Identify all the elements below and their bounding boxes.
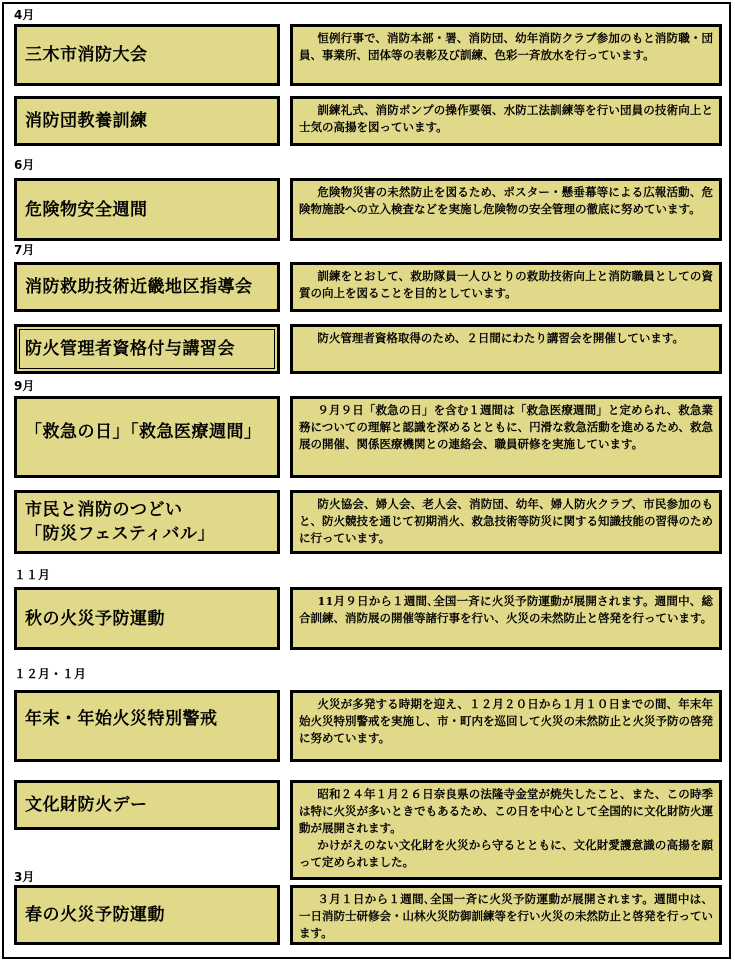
event-title-line: 危険物安全週間 — [25, 199, 148, 220]
event-description-paragraph: 恒例行事で、消防本部・署、消防団、幼年消防クラブ参加のもと消防職・団員、事業所、団体等の表彰及び訓練、色彩一斉放水を行っています。 — [299, 31, 713, 62]
month-label-november: １１月 — [14, 568, 51, 582]
event-description-paragraph: 火災が多発する時期を迎え、１２月２０日から１月１０日までの間、年末年始火災特別警戒を実施し、市・町内を巡回して火災の未然防止と火災予防の啓発に努めています。 — [299, 697, 713, 745]
month-label-september: 9月 — [14, 379, 35, 393]
event-title-box — [14, 780, 280, 830]
event-title-box — [14, 396, 280, 478]
event-description-box — [290, 324, 722, 374]
event-title-box — [14, 178, 280, 241]
event-title-box — [14, 690, 280, 762]
event-description-box — [290, 885, 722, 945]
event-description-paragraph: かけがえのない文化財を火災から守るとともに、文化財愛護意識の高揚を願って定められました。 — [299, 838, 713, 869]
event-title-line: 文化財防火デー — [25, 795, 148, 815]
month-label-march: 3月 — [14, 870, 35, 884]
event-description-paragraph: ９月９日「救急の日」を含む１週間は「救急医療週間」と定められ、救急業務についての理解と認識を深めるとともに、円滑な救急活動を進めるため、救急展の開催、関係医療機関との連絡会、職員研修を実施しています。 — [299, 403, 713, 451]
event-description-paragraph: 防火管理者資格取得のため、２日間にわたり講習会を開催しています。 — [317, 331, 685, 345]
event-title-box — [14, 324, 280, 374]
event-description-box — [290, 96, 722, 146]
month-label-june: 6月 — [14, 158, 35, 172]
event-description-box — [290, 490, 722, 554]
event-description-paragraph: ３月１日から１週間､全国一斉に火災予防運動が展開されます。週間中は、一日消防士研修会・山林火災防御訓練等を行い火災の未然防止と啓発を行っています。 — [299, 892, 713, 940]
month-label-july: 7月 — [14, 243, 35, 257]
event-title-line: 「防災フェスティバル」 — [25, 524, 215, 544]
event-description-box — [290, 690, 722, 762]
event-description-box — [290, 24, 722, 86]
event-title-box — [14, 587, 280, 650]
event-title-line: 消防団教養訓練 — [25, 111, 148, 131]
event-title-box — [14, 24, 280, 86]
event-title-line: 「救急の日」「救急医療週間」 — [25, 422, 262, 442]
event-title-box — [14, 96, 280, 146]
event-title-box — [14, 885, 280, 945]
event-description-paragraph: 昭和２４年１月２６日奈良県の法隆寺金堂が焼失したこと、また、この時季は特に火災が多いときでもあるため、この日を中心として全国的に文化財防火運動が展開されます。 — [299, 787, 713, 835]
event-title-line: 消防救助技術近畿地区指導会 — [25, 277, 253, 297]
month-label-dec-jan: １２月・１月 — [14, 667, 87, 681]
event-description-paragraph: 防火協会、婦人会、老人会、消防団、幼年、婦人防火クラブ、市民参加のもと、防火競技を通じて初期消火、救急技術等防災に関する知識技能の習得のために行っています。 — [299, 497, 713, 545]
event-title-line: 市民と消防のつどい — [25, 500, 183, 520]
event-title-box — [14, 490, 280, 554]
event-title-line: 年末・年始火災特別警戒 — [25, 709, 218, 729]
month-label-april: 4月 — [14, 8, 35, 22]
event-description-paragraph: 訓練をとおして、救助隊員一人ひとりの救助技術向上と消防職員としての資質の向上を図ることを目的としています。 — [299, 269, 713, 300]
event-description-paragraph: 訓練礼式、消防ポンプの操作要領、水防工法訓練等を行い団員の技術向上と士気の高揚を図っています。 — [299, 103, 713, 134]
event-title-line: 春の火災予防運動 — [25, 905, 165, 925]
event-title-line: 三木市消防大会 — [25, 45, 148, 65]
event-title-box — [14, 262, 280, 312]
event-description-paragraph: 11月９日から１週間､全国一斉に火災予防運動が展開されます。週間中、総合訓練、消防展の開催等諸行事を行い、火災の未然防止と啓発を行っています。 — [299, 594, 713, 625]
event-description-box — [290, 587, 722, 650]
event-description-box — [290, 262, 722, 312]
event-title-line: 防火管理者資格付与講習会 — [25, 339, 235, 359]
event-description-box — [290, 178, 722, 241]
event-title-line: 秋の火災予防運動 — [25, 608, 165, 629]
event-description-paragraph: 危険物災害の未然防止を図るため、ポスター・懸垂幕等による広報活動、危険物施設への立入検査などを実施し危険物の安全管理の徹底に努めています。 — [299, 185, 713, 216]
event-description-box — [290, 396, 722, 478]
event-description-box — [290, 780, 722, 880]
